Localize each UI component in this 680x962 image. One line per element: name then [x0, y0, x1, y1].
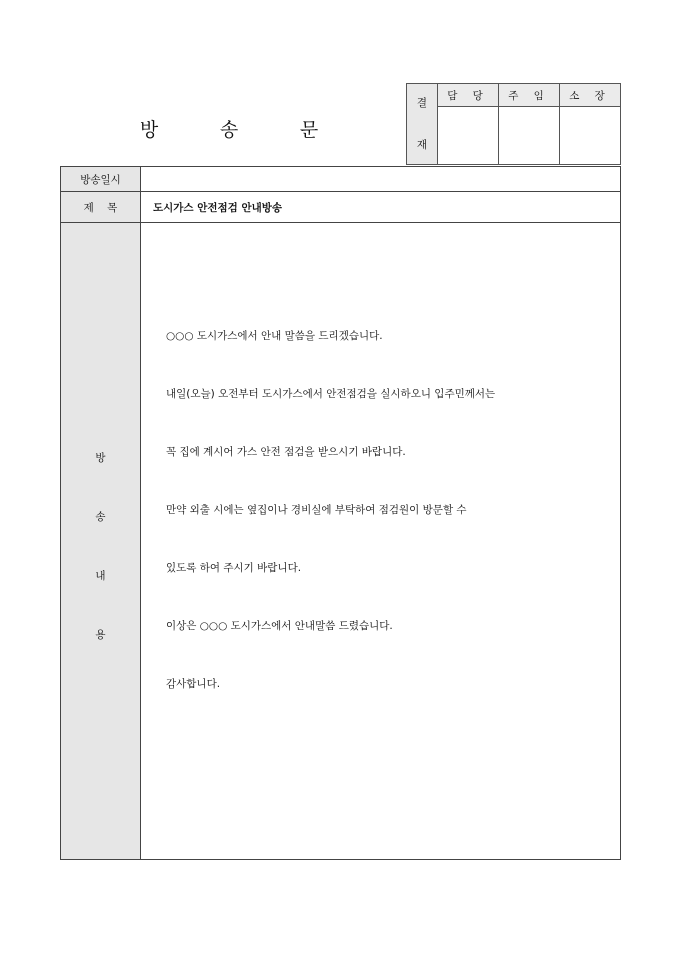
- title-char-1: 방: [139, 118, 161, 141]
- subject-field[interactable]: 도시가스 안전점검 안내방송: [141, 192, 621, 223]
- body-label-char-1: 방: [95, 452, 106, 464]
- approval-sign-staff[interactable]: [438, 107, 499, 165]
- body-line-5: 있도록 하여 주시기 바랍니다.: [166, 562, 302, 574]
- body-label-char-4: 용: [95, 629, 106, 641]
- body-label-char-3: 내: [95, 570, 106, 582]
- broadcast-form: [60, 166, 621, 860]
- broadcast-date-field[interactable]: [141, 167, 621, 192]
- broadcast-date-label: 방송일시: [61, 167, 141, 192]
- approval-label-char-2: 재: [416, 139, 428, 151]
- body-label: [61, 223, 141, 860]
- body-line-1: ○○○ 도시가스에서 안내 말씀을 드리겠습니다.: [166, 330, 383, 342]
- subject-label: 제 목: [61, 192, 141, 223]
- body-label-char-2: 송: [95, 511, 106, 523]
- approval-sign-director[interactable]: [560, 107, 621, 165]
- title-char-3: 문: [299, 118, 321, 141]
- title-char-2: 송: [219, 118, 241, 141]
- approval-header-director: 소 장: [560, 84, 621, 107]
- body-line-4: 만약 외출 시에는 옆집이나 경비실에 부탁하여 점검원이 방문할 수: [166, 504, 467, 516]
- approval-box: [406, 83, 621, 165]
- approval-header-chief: 주 임: [499, 84, 560, 107]
- body-line-6: 이상은 ○○○ 도시가스에서 안내말씀 드렸습니다.: [166, 620, 393, 632]
- document-title: [60, 108, 400, 148]
- approval-label-char-1: 결: [416, 97, 428, 109]
- approval-label: [407, 84, 438, 165]
- approval-header-staff: 담 당: [438, 84, 499, 107]
- body-line-3: 꼭 집에 계시어 가스 안전 점검을 받으시기 바랍니다.: [166, 446, 406, 458]
- approval-sign-chief[interactable]: [499, 107, 560, 165]
- body-line-7: 감사합니다.: [166, 678, 221, 690]
- body-line-2: 내일(오늘) 오전부터 도시가스에서 안전점검을 실시하오니 입주민께서는: [166, 388, 496, 400]
- body-content[interactable]: [141, 223, 621, 860]
